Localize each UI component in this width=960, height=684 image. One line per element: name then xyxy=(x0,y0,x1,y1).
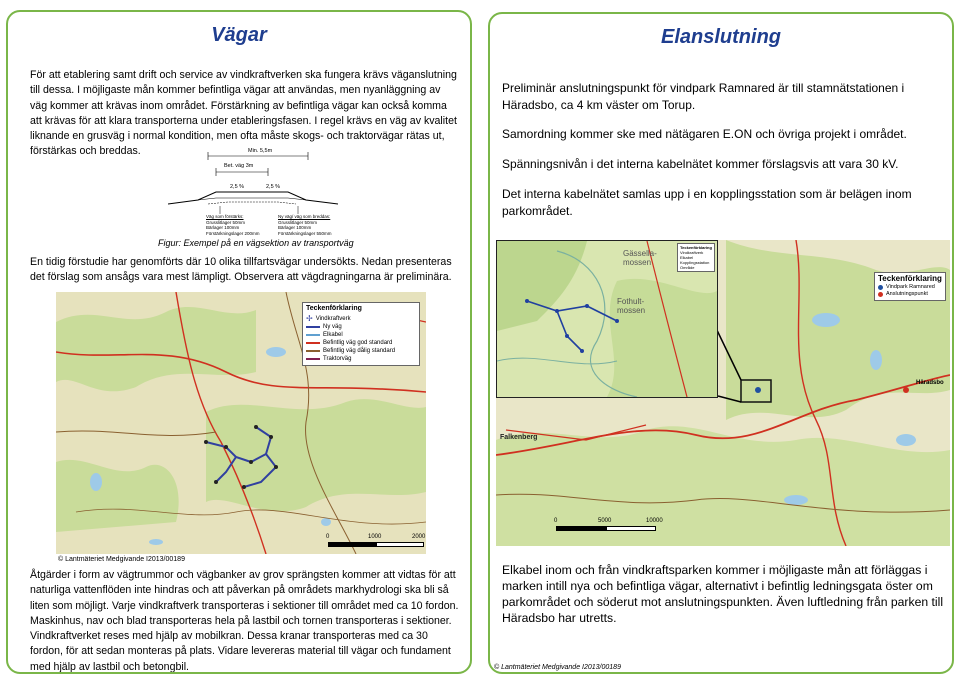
legend-item-good-road: Befintlig väg god standard xyxy=(306,339,416,347)
roads-legend-title: Teckenförklaring xyxy=(306,305,362,312)
connection-point-text: Preliminär anslutningspunkt för vindpark Ramnared är till stamnätstationen i Häradsbo, ca 4 km väster om Torup. xyxy=(502,81,905,112)
road-section-figure xyxy=(168,148,348,248)
inset-legend-title: Teckenförklaring xyxy=(680,245,712,250)
roads-mid-text: En tidig förstudie har genomförts där 10 olika tillfartsvägar undersökts. Nedan presenteras det förslag som ansågs vara mest lämpligt. Observera att vägdragningarna är preliminära. xyxy=(30,256,452,284)
roads-intro-text: För att etablering samt drift och service av vindkraftverken ska fungera krävs väganslutning till dessa. I möjligaste mån kommer befintliga vägar att användas, men nyanläggning av väg kommer att krävas inom området. Förstärkning av befintliga vägar kan också komma att krävas för att klara transporterna under etableringsfasen. I regel krävs en väg av kvalitet liknande en grusväg i normal kondition, men ofta måste skogs- och traktorvägar rätas ut, förstärkas och breddas. xyxy=(30,69,457,158)
grid-legend-title: Teckenförklaring xyxy=(878,274,942,283)
box1-row: Bärlager 100mm xyxy=(206,225,240,230)
roads-map xyxy=(56,292,426,554)
box1-row: Grusslitlager 50mm xyxy=(206,219,246,225)
inset-legend-item: Kopplingsstation xyxy=(680,260,710,265)
scale-label: 0 xyxy=(326,534,330,540)
min-width-label: Min. 5,5m xyxy=(248,148,273,154)
bet-width-label: Bet. väg 3m xyxy=(224,163,254,169)
scale-label: 10000 xyxy=(646,518,663,524)
legend-item-new-road: Ny väg xyxy=(306,323,416,331)
box1-title: Väg som förstärks: xyxy=(206,214,244,219)
slope-left-label: 2,5 % xyxy=(230,184,245,190)
scale-label: 1000 xyxy=(368,534,382,540)
turbine-icon: ✢ xyxy=(306,314,313,323)
box2-row: Förstärkningslager 550mm xyxy=(278,230,332,236)
legend-item-poor-road: Befintlig väg dålig standard xyxy=(306,347,416,355)
coordination-text: Samordning kommer ske med nätägaren E.ON och övriga projekt i området. xyxy=(502,127,907,141)
cable-routing-text: Elkabel inom och från vindkraftsparken kommer i möjligaste mån att förläggas i marken intill nya och befintliga vägar, alternativt i befintlig ledningsgata öster om parkområdet och söderut mot anslutningspunkten. Även luftledning från parken till Häradsbo har utretts. xyxy=(502,563,944,625)
switching-station-text: Det interna kabelnätet samlas upp i en kopplingsstation som är belägen inom parkområdet. xyxy=(502,187,912,218)
grid-scale-bar xyxy=(556,526,656,531)
inset-legend-item: Elkabel xyxy=(680,255,694,260)
scale-label: 2000 xyxy=(412,534,426,540)
roads-bottom-text: Åtgärder i form av vägtrummor och vägbanker av grov sprängsten kommer att vidtas för att naturliga vattenflöden inte hindras och att påverkan på områdets markhydrologi ska bli så liten som möjligt. Varje vindkraftverk transporteras i sektioner till området med ca 10 fordon. Maskinhus, nav och blad transporteras hela på lastbil och tornen transporteras i sektioner. Vindkraftverket reses med hjälp av mobilkran. Dessa kranar transporteras med ca 30 fordon, för att sedan monteras på plats. Vidare levereras material till vägar och fundament med hjälp av lastbil och betongbil. xyxy=(30,569,459,673)
inset-legend-item: Område xyxy=(680,265,695,270)
box1-row: Förstärkningslager 200mm xyxy=(206,230,260,236)
inset-legend-item: Vindkraftverk xyxy=(680,250,704,255)
place-name-fothult: Fothult-mossen xyxy=(617,297,646,315)
legend-item-connection-point: Anslutningspunkt xyxy=(878,291,942,298)
inset-map xyxy=(496,240,718,398)
grid-connection-map xyxy=(496,240,950,546)
roads-scale-bar xyxy=(328,542,424,547)
voltage-text: Spänningsnivån i det interna kabelnätet kommer förslagsvis att vara 30 kV. xyxy=(502,157,899,171)
figure-caption: Figur: Exempel på en vägsektion av transportväg xyxy=(158,238,354,248)
roads-title: Vägar xyxy=(211,24,267,46)
slope-right-label: 2,5 % xyxy=(266,184,281,190)
box2-title: Ny väg/ väg som breddas: xyxy=(278,214,331,219)
roads-panel xyxy=(6,10,472,674)
box2-row: Bärlager 100mm xyxy=(278,225,312,230)
legend-item-tractor-road: Traktorväg xyxy=(306,355,416,363)
scale-label: 0 xyxy=(554,518,558,524)
legend-item-cable: Elkabel xyxy=(306,331,416,339)
legend-item-windpark: Vindpark Ramnared xyxy=(878,284,942,291)
new-road-box xyxy=(278,214,332,236)
place-name-gassella: Gässella-mossen xyxy=(623,249,657,267)
strengthened-road-box xyxy=(206,214,260,236)
grid-connection-title: Elanslutning xyxy=(661,26,781,48)
roads-map-copyright: © Lantmäteriet Medgivande I2013/00189 xyxy=(58,556,185,563)
box2-row: Grusslitlager 50mm xyxy=(278,219,318,225)
grid-copyright: © Lantmäteriet Medgivande I2013/00189 xyxy=(494,664,621,671)
inset-map-legend xyxy=(677,243,715,272)
grid-map-legend xyxy=(874,272,946,301)
legend-item-turbine: ✢ Vindkraftverk xyxy=(306,314,351,323)
place-name-falkenberg: Falkenberg xyxy=(500,434,538,441)
grid-connection-panel xyxy=(488,12,954,674)
place-name-haradsbo: Häradsbo xyxy=(916,380,944,386)
roads-map-legend xyxy=(302,302,420,366)
scale-label: 5000 xyxy=(598,518,612,524)
